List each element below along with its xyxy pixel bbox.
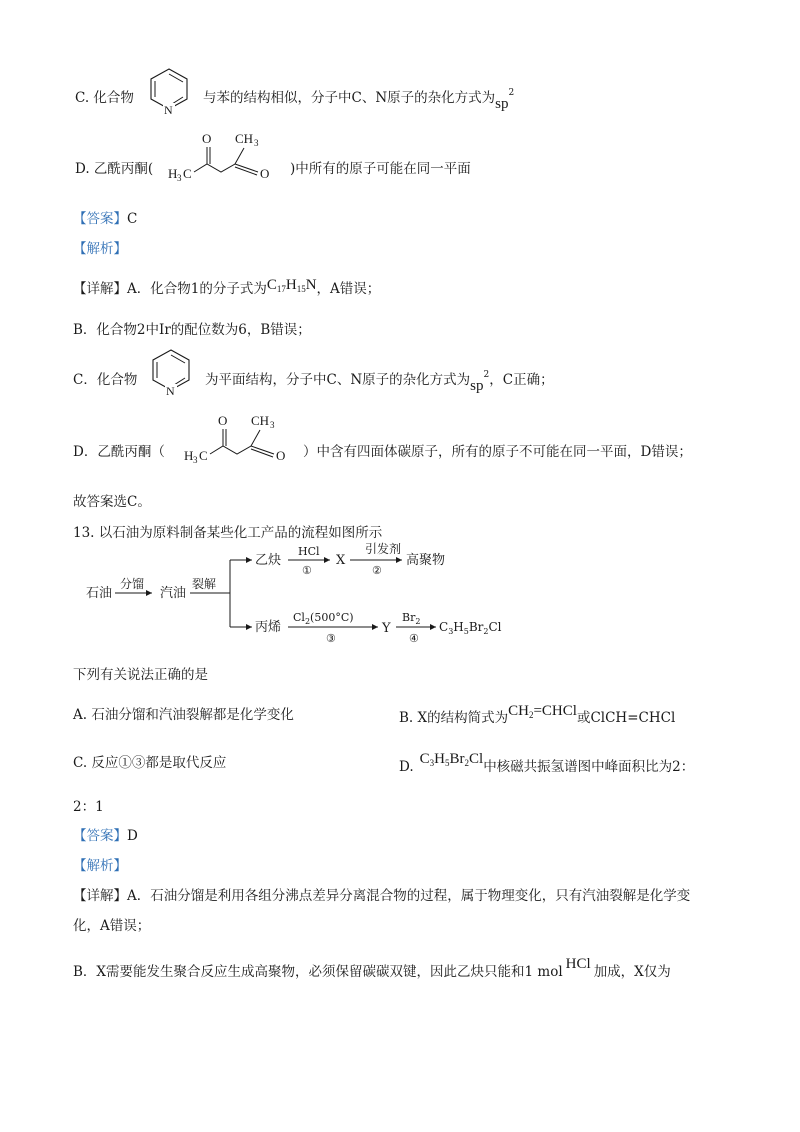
option-13-c: C. 反应①③都是取代反应 [73,755,227,771]
acetylacetone-structure-2 [176,410,306,468]
node-shiyou: 石油 [86,586,113,601]
detail-12-a: 【详解】A．化合物1的分子式为$C_{17}H_{15}N$，A错误； [73,277,381,297]
node-bingxi: 丙烯 [255,620,282,635]
option-c-text: 与苯的结构相似，分子中C、N原子的杂化方式为$sp^2$ [203,88,515,112]
svg-text:CH: CH [235,131,254,146]
label-step3: ③ [326,632,336,645]
node-x: X [336,553,346,568]
label-yinfaji: 引发剂 [365,542,402,556]
label-step2: ② [372,564,382,577]
process-flow-diagram [80,540,520,650]
option-13-a: A. 石油分馏和汽油裂解都是化学变化 [73,707,294,723]
detail-13-a-cont: 化，A错误； [73,918,151,934]
node-gaojuwu: 高聚物 [406,553,446,568]
answer-12 [73,207,137,227]
label-hcl: HCl [298,545,320,558]
analysis-12: 【解析】 [73,241,127,257]
detail-12-d-text: ）中含有四面体碳原子，所有的原子不可能在同一平面，D错误； [303,444,692,460]
option-d: D. 乙酰丙酮( [75,161,154,177]
svg-text:3: 3 [193,455,198,465]
svg-text:3: 3 [254,138,259,148]
node-product: $C_3H_5Br_2Cl$ [439,620,502,636]
hyb-sp-1: sp [495,96,509,112]
svg-text:H: H [184,448,194,463]
node-qiyou: 汽油 [160,586,187,601]
analysis-13: 【解析】 [73,858,127,874]
svg-text:O: O [260,166,270,181]
node-y: Y [382,621,391,636]
svg-text:C: C [183,166,192,181]
answer-13: 【答案】D [73,828,138,844]
detail-12-c-text: 为平面结构，分子中C、N原子的杂化方式为$sp^2$，C正确； [205,370,554,394]
question-13: 13. 以石油为原料制备某些化工产品的流程如图所示 [73,525,383,541]
svg-text:3: 3 [177,173,182,183]
detail-12-c: C．化合物 [73,372,138,388]
hyb-exp-1: 2 [508,88,515,98]
answer-12-label: 【答案】 [73,211,127,227]
label-cl2: $Cl_2(500^\circ C)$ [293,611,354,626]
pyridine-n-1: N [164,103,173,116]
svg-text:O: O [276,448,286,463]
answer-12-value: C [127,211,138,227]
option-13-d-cont: 2：1 [73,799,104,815]
prompt-13: 下列有关说法正确的是 [73,667,208,683]
pyridine-structure-2 [148,347,194,397]
option-d-text: )中所有的原子可能在同一平面 [290,161,471,177]
option-13-b: B. X的结构简式为$CH_2=CHCl$或ClCH=CHCl [399,703,676,726]
node-yique: 乙炔 [255,553,282,568]
detail-12-b: B．化合物2中Ir的配位数为6，B错误； [73,322,311,338]
svg-text:C: C [199,448,208,463]
svg-text:CH: CH [251,413,270,428]
label-liejie: 裂解 [192,577,217,591]
option-13-d: D. $C_3H_5Br_2Cl$中核磁共振氢谱图中峰面积比为2： [399,751,695,775]
label-br2: $Br_2$ [402,611,421,626]
svg-text:O: O [218,413,228,428]
pyridine-n-2: N [166,384,175,397]
detail-13-b: B．X需要能发生聚合反应生成高聚物，必须保留碳碳双键，因此乙炔只能和1 mol HCl 加成，X仅为 [73,956,671,980]
acetylacetone-structure-1 [160,128,290,186]
pyridine-structure-1 [146,66,192,116]
detail-12-d: D．乙酰丙酮（ [73,444,165,460]
option-c-prefix: C. 化合物 [75,90,134,106]
detail-13-a: 【详解】A．石油分馏是利用各组分沸点差异分离混合物的过程，属于物理变化，只有汽油裂解是化学变 [73,888,691,904]
label-fenliu: 分馏 [120,577,145,591]
label-step1: ① [302,564,312,577]
svg-text:3: 3 [270,420,275,430]
svg-text:O: O [202,131,212,146]
svg-text:H: H [168,166,178,181]
label-step4: ④ [409,632,419,645]
option-c [75,86,134,106]
conclusion-12: 故答案选C。 [73,494,151,510]
